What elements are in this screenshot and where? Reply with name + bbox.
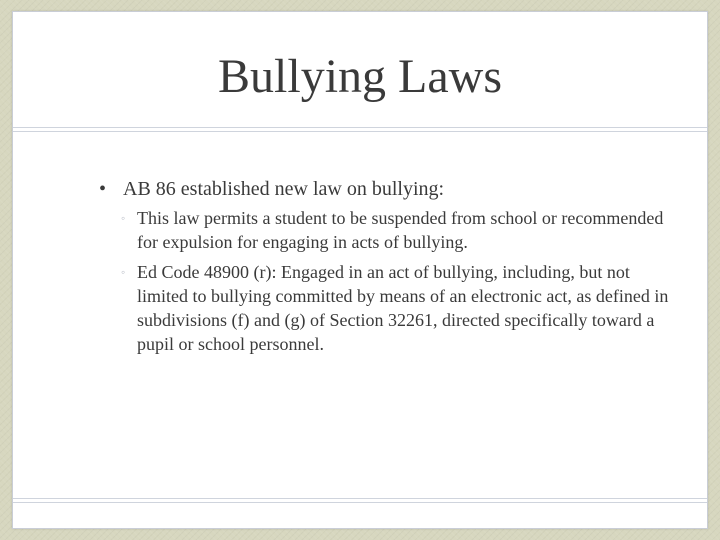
bullet-icon: •: [99, 178, 107, 200]
bullet-item: [99, 176, 679, 202]
slide: [12, 11, 708, 529]
sub-bullet-text: This law permits a student to be suspended from school or recommended for expulsion for engaging in acts of bullying.: [137, 208, 664, 252]
footer-divider-bottom: [13, 502, 707, 503]
sub-bullet-text: Ed Code 48900 (r): Engaged in an act of bullying, including, but not limited to bullying committed by means of an electronic act, as defined in subdivisions (f) and (g) of Section 32261, directed specifically toward a pupil or school personnel.: [137, 262, 669, 354]
title-area: [13, 12, 707, 130]
title-divider-top: [13, 127, 707, 128]
footer-divider-top: [13, 498, 707, 499]
sub-bullet-item: [113, 206, 679, 254]
bullet-text: AB 86 established new law on bullying:: [123, 178, 445, 200]
slide-title: Bullying Laws: [218, 50, 502, 103]
sub-bullet-icon: ◦: [121, 211, 126, 225]
sub-bullet-item: [113, 260, 679, 356]
title-divider-bottom: [13, 131, 707, 132]
slide-body: [99, 176, 679, 362]
sub-bullet-icon: ◦: [121, 265, 126, 279]
